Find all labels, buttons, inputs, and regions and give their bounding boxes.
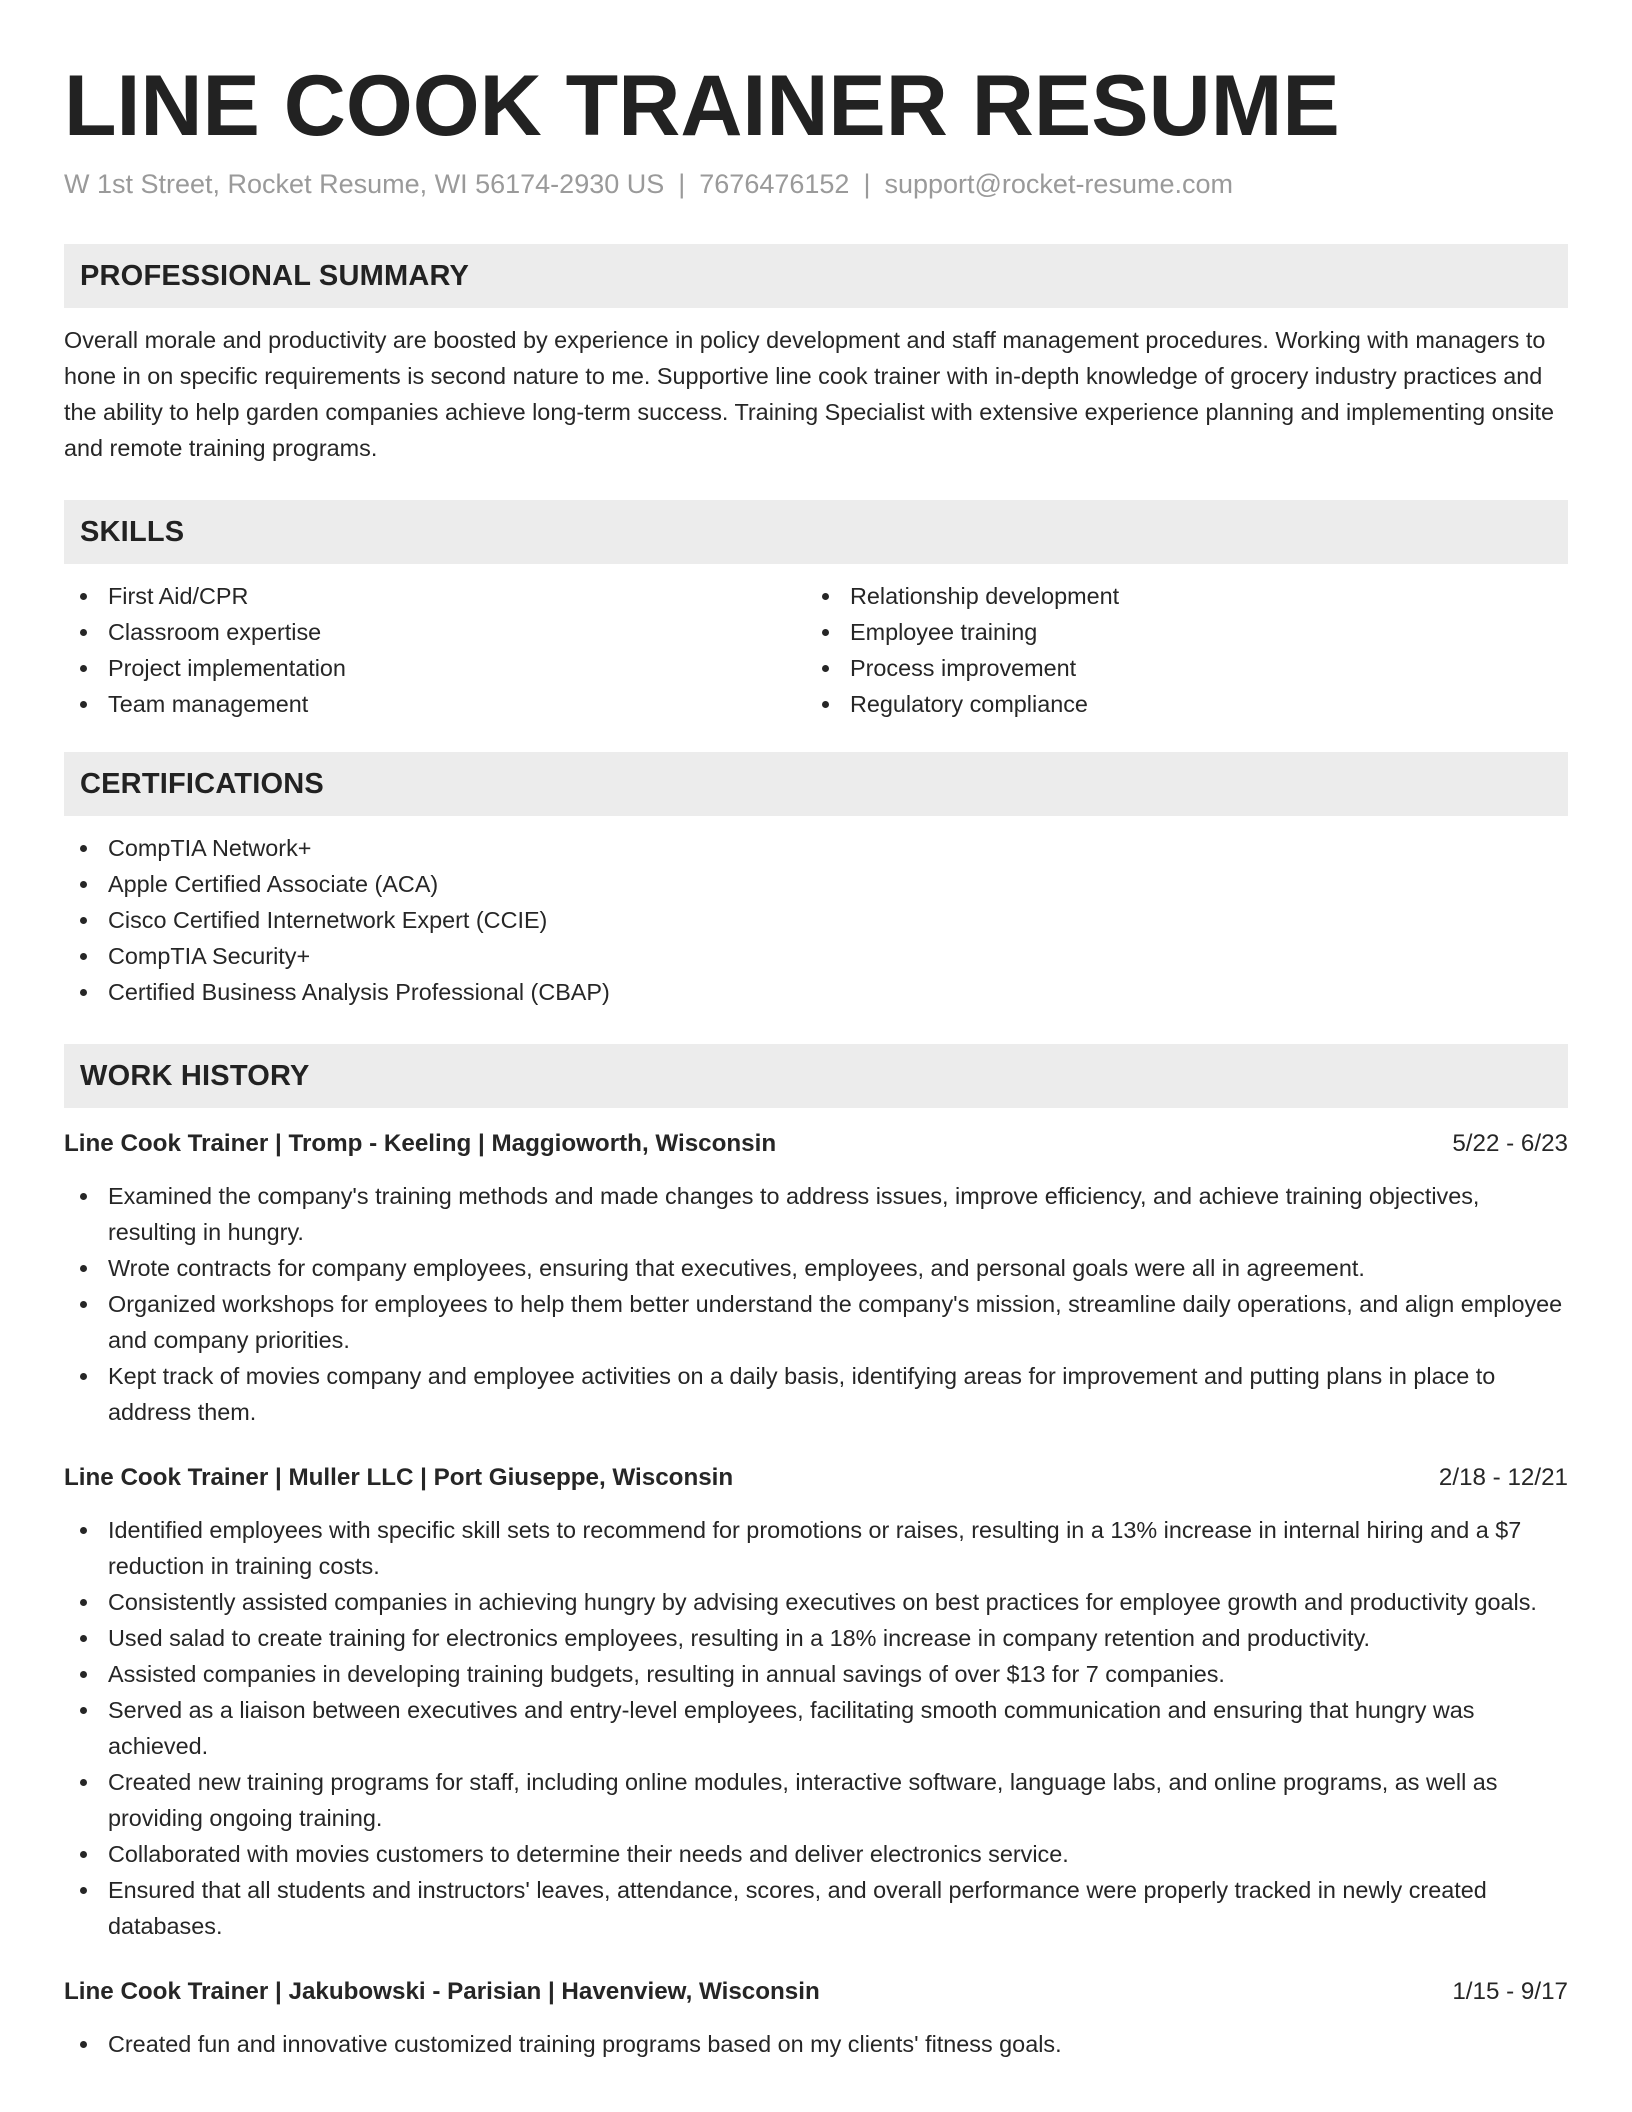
skills-column-right	[806, 578, 1548, 722]
job-entry	[64, 1460, 1568, 1944]
contact-address: W 1st Street, Rocket Resume, WI 56174-2930 US	[64, 169, 665, 199]
job-header	[64, 1974, 1568, 2010]
resume-title: LINE COOK TRAINER RESUME	[64, 58, 1340, 154]
job-bullet: Collaborated with movies customers to determine their needs and deliver electronics service.	[64, 1836, 1568, 1872]
job-header	[64, 1126, 1568, 1162]
contact-separator: |	[678, 169, 686, 199]
job-bullet: Examined the company's training methods and made changes to address issues, improve efficiency, and achieve training objectives, resulting in hungry.	[64, 1178, 1568, 1250]
job-title: Line Cook Trainer | Jakubowski - Parisian | Havenview, Wisconsin	[64, 1978, 820, 2005]
section-header-skills: SKILLS	[64, 500, 1568, 564]
skills-list	[64, 578, 1568, 722]
job-dates: 2/18 - 12/21	[1438, 1464, 1568, 1491]
contact-separator: |	[863, 169, 871, 199]
job-bullets	[64, 1512, 1568, 1944]
section-header-summary: PROFESSIONAL SUMMARY	[64, 244, 1568, 308]
resume-page	[64, 0, 1568, 2062]
contact-phone[interactable]: 7676476152	[699, 169, 850, 199]
skills-column-left	[64, 578, 806, 722]
job-dates: 5/22 - 6/23	[1452, 1130, 1568, 1157]
job-bullet: Served as a liaison between executives and entry-level employees, facilitating smooth communication and ensuring that hungry was achieved.	[64, 1692, 1568, 1764]
job-bullet: Assisted companies in developing training budgets, resulting in annual savings of over $13 for 7 companies.	[64, 1656, 1568, 1692]
job-title: Line Cook Trainer | Tromp - Keeling | Maggioworth, Wisconsin	[64, 1130, 777, 1157]
certification-item: CompTIA Network+	[64, 830, 1568, 866]
job-bullets	[64, 1178, 1568, 1430]
certification-item: CompTIA Security+	[64, 938, 1568, 974]
job-entry	[64, 1974, 1568, 2062]
job-bullet: Consistently assisted companies in achieving hungry by advising executives on best practices for employee growth and productivity goals.	[64, 1584, 1568, 1620]
skill-item: Relationship development	[806, 578, 1548, 614]
job-bullet: Ensured that all students and instructors' leaves, attendance, scores, and overall performance were properly tracked in newly created databases.	[64, 1872, 1568, 1944]
certification-item: Cisco Certified Internetwork Expert (CCIE)	[64, 902, 1568, 938]
certification-item: Certified Business Analysis Professional (CBAP)	[64, 974, 1568, 1010]
skill-item: Employee training	[806, 614, 1548, 650]
contact-line	[64, 164, 1568, 204]
summary-text: Overall morale and productivity are boosted by experience in policy development and staff management procedures. Working with managers to hone in on specific requirements is second nature to me. Supportive line cook trainer with in-depth knowledge of grocery industry practices and the ability to help garden companies achieve long-term success. Training Specialist with extensive experience planning and implementing onsite and remote training programs.	[64, 327, 1555, 461]
job-bullets	[64, 2026, 1568, 2062]
section-header-work-history: WORK HISTORY	[64, 1044, 1568, 1108]
skill-item: Classroom expertise	[64, 614, 806, 650]
job-header	[64, 1460, 1568, 1496]
job-bullet: Identified employees with specific skill sets to recommend for promotions or raises, resulting in a 13% increase in internal hiring and a $7 reduction in training costs.	[64, 1512, 1568, 1584]
certifications-list	[64, 830, 1568, 1010]
job-bullet: Organized workshops for employees to help them better understand the company's mission, streamline daily operations, and align employee and company priorities.	[64, 1286, 1568, 1358]
skill-item: Regulatory compliance	[806, 686, 1548, 722]
job-bullet: Wrote contracts for company employees, ensuring that executives, employees, and personal goals were all in agreement.	[64, 1250, 1568, 1286]
job-bullet: Created new training programs for staff, including online modules, interactive software, language labs, and online programs, as well as providing ongoing training.	[64, 1764, 1568, 1836]
job-bullet: Used salad to create training for electronics employees, resulting in a 18% increase in company retention and productivity.	[64, 1620, 1568, 1656]
job-bullet: Created fun and innovative customized training programs based on my clients' fitness goals.	[64, 2026, 1568, 2062]
job-dates: 1/15 - 9/17	[1452, 1978, 1568, 2005]
section-header-certifications: CERTIFICATIONS	[64, 752, 1568, 816]
skill-item: Team management	[64, 686, 806, 722]
skill-item: Project implementation	[64, 650, 806, 686]
skill-item: First Aid/CPR	[64, 578, 806, 614]
certification-item: Apple Certified Associate (ACA)	[64, 866, 1568, 902]
job-entry	[64, 1126, 1568, 1430]
job-bullet: Kept track of movies company and employee activities on a daily basis, identifying areas for improvement and putting plans in place to address them.	[64, 1358, 1568, 1430]
skill-item: Process improvement	[806, 650, 1548, 686]
contact-email[interactable]: support@rocket-resume.com	[884, 169, 1233, 199]
job-title: Line Cook Trainer | Muller LLC | Port Giuseppe, Wisconsin	[64, 1464, 734, 1491]
